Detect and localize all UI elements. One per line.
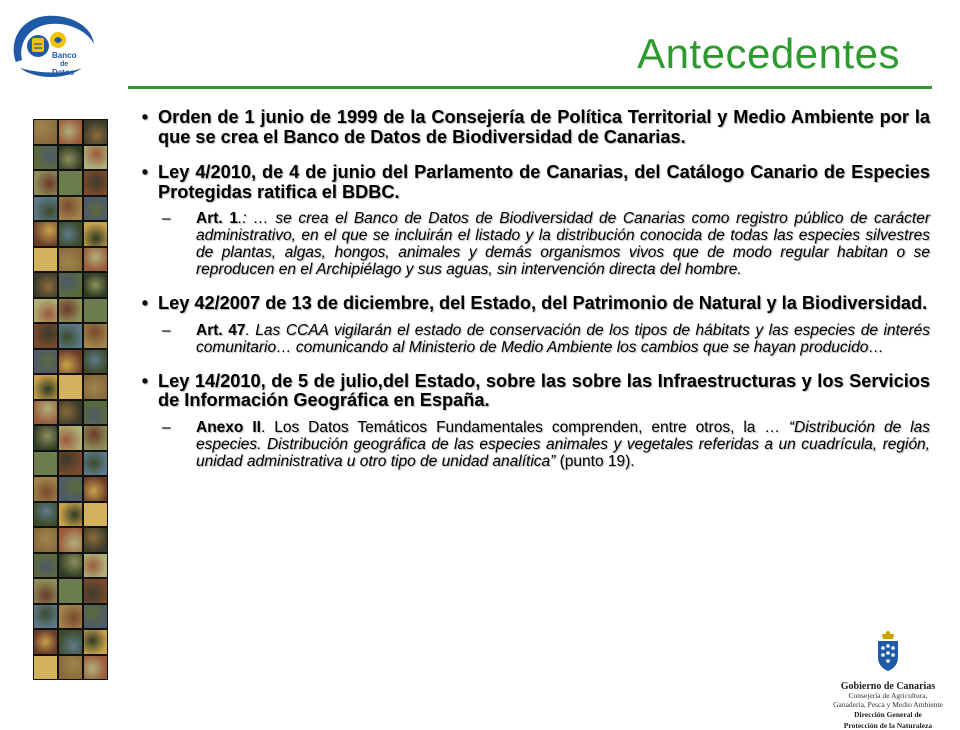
nature-photo-tile bbox=[58, 272, 83, 298]
bullet-item bbox=[122, 108, 930, 147]
sub-bullet-quote: “Distribución de las especies. Distribución geográfica de las especies animales y vegetales referidas a un cuadrícula, región, unidad administrativa u otro tipo de unidad analítica” bbox=[196, 419, 930, 470]
page-title: Antecedentes bbox=[637, 30, 900, 78]
sub-bullet-text bbox=[196, 419, 930, 470]
nature-photo-tile bbox=[33, 400, 58, 426]
nature-photo-tile bbox=[83, 578, 108, 604]
nature-photo-tile bbox=[58, 451, 83, 477]
nature-photo-tile bbox=[33, 349, 58, 375]
sub-bullet-plain: . Los Datos Temáticos Fundamentales comprenden, entre otros, la … bbox=[261, 419, 789, 436]
banco-de-datos-logo-icon bbox=[8, 10, 98, 82]
nature-photo-tile bbox=[83, 629, 108, 655]
nature-photo-tile bbox=[83, 425, 108, 451]
sub-bullet-text bbox=[196, 322, 930, 356]
nature-photo-tile bbox=[83, 374, 108, 400]
gov-dir-line1: Dirección General de bbox=[818, 711, 958, 720]
nature-photo-tile bbox=[33, 196, 58, 222]
bullet-text: Ley 14/2010, de 5 de julio,del Estado, sobre las sobre las Infraestructuras y los Servicios de Información Geográfica en España. bbox=[158, 372, 930, 411]
nature-photo-tile bbox=[83, 170, 108, 196]
nature-photo-tile bbox=[33, 553, 58, 579]
nature-photo-tile bbox=[58, 604, 83, 630]
nature-photo-tile bbox=[83, 221, 108, 247]
dash-marker: – bbox=[162, 419, 196, 436]
dash-marker: – bbox=[162, 322, 196, 339]
sub-bullet-tail: (punto 19). bbox=[555, 453, 634, 470]
nature-photo-tile bbox=[33, 451, 58, 477]
nature-photo-tile bbox=[83, 196, 108, 222]
nature-photo-tile bbox=[58, 400, 83, 426]
nature-photo-tile bbox=[83, 400, 108, 426]
nature-photo-tile bbox=[58, 170, 83, 196]
nature-photo-tile bbox=[83, 145, 108, 171]
nature-photo-tile bbox=[58, 298, 83, 324]
gov-dept-line1: Consejería de Agricultura, bbox=[818, 692, 958, 701]
sub-bullet-text bbox=[196, 210, 930, 278]
nature-photo-tile bbox=[33, 578, 58, 604]
logo-line1: Banco bbox=[52, 51, 77, 60]
nature-photo-tile bbox=[58, 476, 83, 502]
nature-photo-tile bbox=[83, 323, 108, 349]
nature-photo-tile bbox=[33, 247, 58, 273]
sub-bullet-lead: Anexo II bbox=[196, 419, 261, 436]
nature-photo-tile bbox=[58, 578, 83, 604]
bullet-marker: • bbox=[122, 294, 158, 313]
title-underline bbox=[128, 86, 932, 89]
sub-bullet-item bbox=[162, 322, 930, 356]
bullet-text: Orden de 1 junio de 1999 de la Consejería de Política Territorial y Medio Ambiente por la que se crea el Banco de Datos de Biodiversidad de Canarias. bbox=[158, 108, 930, 147]
nature-photo-tile bbox=[83, 604, 108, 630]
sub-bullet-body: .: … se crea el Banco de Datos de Biodiversidad de Canarias como registro público de carácter administrativo, en el que se incluirán el listado y la distribución conocida de todas las especies silvestres de plantas, algas, hongos, animales y demás organismos vivos que de modo regular habitan o se reproducen en el Archipiélago y sus aguas, sin intervención directa del hombre. bbox=[196, 210, 930, 278]
gov-dept-line2: Ganadería, Pesca y Medio Ambiente bbox=[818, 701, 958, 710]
nature-photo-tile bbox=[83, 502, 108, 528]
sub-bullet-item bbox=[162, 210, 930, 278]
nature-photo-tile bbox=[33, 272, 58, 298]
nature-photo-tile bbox=[33, 298, 58, 324]
nature-photo-tile bbox=[58, 374, 83, 400]
nature-photo-tile bbox=[33, 502, 58, 528]
nature-photo-tile bbox=[33, 119, 58, 145]
nature-photo-tile bbox=[83, 451, 108, 477]
nature-photo-tile bbox=[58, 629, 83, 655]
nature-photo-tile bbox=[33, 170, 58, 196]
nature-photo-tile bbox=[83, 119, 108, 145]
nature-photo-tile bbox=[58, 196, 83, 222]
nature-photo-tile bbox=[58, 553, 83, 579]
nature-photo-tile bbox=[83, 476, 108, 502]
nature-photo-tile bbox=[33, 604, 58, 630]
gobierno-canarias-emblem-icon bbox=[873, 630, 903, 674]
bullet-text: Ley 42/2007 de 13 de diciembre, del Estado, del Patrimonio de Natural y la Biodiversidad. bbox=[158, 294, 930, 314]
nature-photo-tile bbox=[83, 527, 108, 553]
nature-photo-tile bbox=[58, 119, 83, 145]
sub-bullet-lead: Art. 47 bbox=[196, 322, 245, 339]
nature-photo-tile bbox=[83, 349, 108, 375]
nature-photo-tile bbox=[58, 145, 83, 171]
bullet-marker: • bbox=[122, 163, 158, 182]
nature-photo-tile bbox=[33, 629, 58, 655]
nature-photo-tile bbox=[83, 272, 108, 298]
logo-line2: de bbox=[60, 61, 68, 68]
nature-photo-tile bbox=[33, 221, 58, 247]
nature-photo-tile bbox=[33, 527, 58, 553]
sub-bullet-body: . Las CCAA vigilarán el estado de conservación de los tipos de hábitats y las especies de interés comunitario… comunicando al Ministerio de Medio Ambiente los cambios que se hayan producido… bbox=[196, 322, 930, 356]
nature-photo-tile bbox=[58, 655, 83, 681]
sub-bullet-lead: Art. 1 bbox=[196, 210, 238, 227]
nature-photo-tile bbox=[58, 221, 83, 247]
logo-line3: Datos bbox=[52, 68, 75, 77]
nature-photo-tile bbox=[58, 323, 83, 349]
bullet-marker: • bbox=[122, 108, 158, 127]
bullet-text: Ley 4/2010, de 4 de junio del Parlamento de Canarias, del Catálogo Canario de Especies Protegidas ratifica el BDBC. bbox=[158, 163, 930, 202]
bullet-item bbox=[122, 163, 930, 202]
nature-photo-mosaic bbox=[33, 119, 108, 680]
gov-name: Gobierno de Canarias bbox=[818, 681, 958, 692]
nature-photo-tile bbox=[33, 374, 58, 400]
nature-photo-tile bbox=[33, 145, 58, 171]
nature-photo-tile bbox=[33, 476, 58, 502]
bullet-item bbox=[122, 294, 930, 314]
nature-photo-tile bbox=[33, 655, 58, 681]
nature-photo-tile bbox=[83, 655, 108, 681]
nature-photo-tile bbox=[83, 553, 108, 579]
nature-photo-tile bbox=[58, 502, 83, 528]
dash-marker: – bbox=[162, 210, 196, 227]
content-body bbox=[122, 108, 930, 486]
bullet-item bbox=[122, 372, 930, 411]
nature-photo-tile bbox=[58, 247, 83, 273]
banco-de-datos-logo bbox=[8, 10, 98, 82]
gobierno-canarias-logo bbox=[818, 630, 958, 720]
nature-photo-tile bbox=[58, 425, 83, 451]
nature-photo-tile bbox=[58, 527, 83, 553]
nature-photo-tile bbox=[58, 349, 83, 375]
nature-photo-tile bbox=[33, 425, 58, 451]
sub-bullet-item bbox=[162, 419, 930, 470]
gov-dir-line2: Protección de la Naturaleza bbox=[818, 722, 958, 730]
nature-photo-tile bbox=[83, 247, 108, 273]
nature-photo-tile bbox=[33, 323, 58, 349]
nature-photo-tile bbox=[83, 298, 108, 324]
bullet-marker: • bbox=[122, 372, 158, 391]
